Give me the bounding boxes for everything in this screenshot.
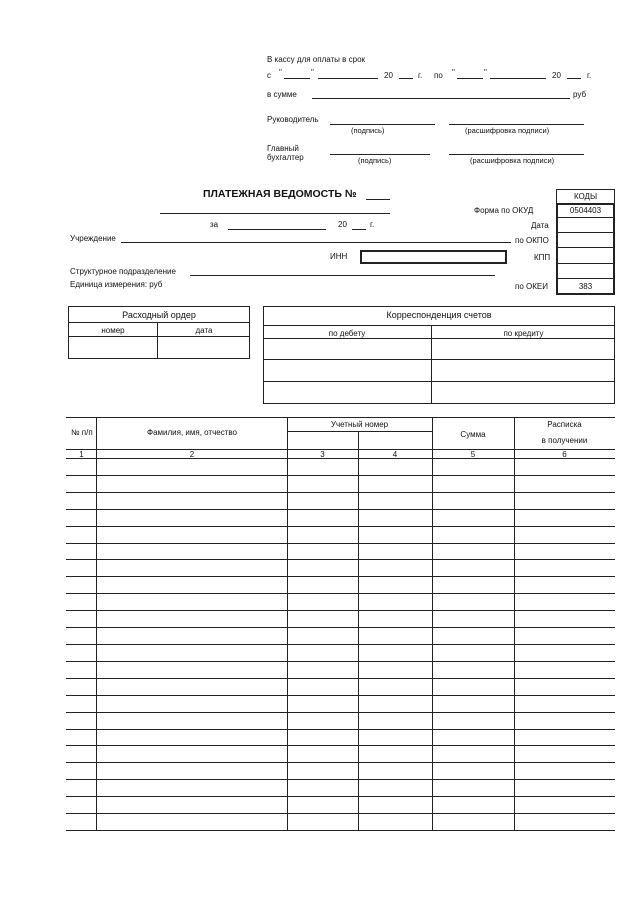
codes-sep-3 (557, 247, 614, 248)
to-day-line[interactable] (457, 78, 483, 79)
institution-label: Учреждение (70, 234, 116, 243)
table-row[interactable] (66, 695, 615, 696)
okei-value: 383 (578, 282, 593, 291)
okud-label: Форма по ОКУД (474, 206, 534, 215)
correspondence-title: Корреспонденция счетов (386, 310, 492, 320)
expense-order-title: Расходный ордер (122, 310, 196, 320)
to-year-line[interactable] (567, 78, 581, 79)
from-quote-close: " (311, 68, 314, 77)
codes-sep-2 (557, 232, 614, 233)
from-quote-open: " (279, 68, 282, 77)
period-label: за (210, 220, 219, 229)
table-row[interactable] (66, 661, 615, 662)
from-year-suffix: г. (418, 71, 423, 80)
inn-label: ИНН (330, 252, 348, 261)
institution-line[interactable] (121, 242, 511, 243)
col-num-1: 1 (79, 450, 84, 459)
correspondence-box (263, 306, 615, 404)
vline-3 (358, 431, 359, 830)
from-label: с (267, 71, 271, 80)
col-fio-header: Фамилия, имя, отчество (147, 428, 237, 437)
table-row[interactable] (66, 576, 615, 577)
from-year-prefix: 20 (384, 71, 393, 80)
from-day-line[interactable] (284, 78, 310, 79)
period-year-suffix: г. (370, 220, 375, 229)
col-num-2: 2 (189, 450, 195, 459)
table-row[interactable] (66, 745, 615, 746)
head-signature-caption: (подпись) (351, 126, 385, 135)
okpo-label: по ОКПО (515, 236, 549, 245)
period-year-prefix: 20 (338, 220, 347, 229)
chief-decoding-caption: (расшифровка подписи) (470, 156, 555, 165)
inn-field[interactable] (360, 250, 507, 264)
col-np-header: № п/п (71, 428, 93, 437)
to-year-prefix: 20 (552, 71, 561, 80)
col-uchet-header: Учетный номер (330, 420, 389, 429)
rub-label: руб (573, 90, 587, 99)
table-row[interactable] (66, 644, 615, 645)
table-row[interactable] (66, 830, 615, 831)
codes-header: КОДЫ (573, 192, 598, 201)
table-row[interactable] (66, 509, 615, 510)
table-row[interactable] (66, 779, 615, 780)
chief-label-2: бухгалтер (267, 153, 304, 162)
correspondence-sep-1 (263, 325, 615, 326)
document-number-line[interactable] (366, 199, 390, 200)
from-month-line[interactable] (318, 78, 378, 79)
document-title: ПЛАТЕЖНАЯ ВЕДОМОСТЬ № (203, 188, 357, 200)
vline-5 (514, 417, 515, 830)
main-table-header-bottom (66, 449, 615, 450)
table-row[interactable] (66, 813, 615, 814)
table-row[interactable] (66, 762, 615, 763)
to-label: по (434, 71, 443, 80)
expense-order-date-field[interactable] (158, 337, 249, 358)
expense-order-number-header: номер (101, 326, 125, 335)
col-num-6: 6 (562, 450, 567, 459)
table-row[interactable] (66, 559, 615, 560)
col-summa-header: Сумма (460, 430, 486, 439)
vline-4 (432, 417, 433, 830)
expense-order-number-field[interactable] (69, 337, 157, 358)
department-line[interactable] (190, 275, 495, 276)
kpp-label: КПП (534, 253, 551, 262)
period-line[interactable] (228, 229, 326, 230)
to-quote-close: " (484, 68, 487, 77)
okud-value: 0504403 (569, 206, 602, 215)
sum-line[interactable] (312, 98, 570, 99)
to-quote-open: " (452, 68, 455, 77)
title-underline (160, 213, 390, 214)
to-year-suffix: г. (587, 71, 592, 80)
table-row[interactable] (66, 796, 615, 797)
col-raspiska-header-1: Расписка (547, 420, 582, 429)
col-num-3: 3 (320, 450, 325, 459)
vline-1 (96, 417, 97, 830)
to-month-line[interactable] (490, 78, 546, 79)
table-row[interactable] (66, 492, 615, 493)
table-row[interactable] (66, 543, 615, 544)
table-row[interactable] (66, 627, 615, 628)
codes-sep-5 (557, 278, 614, 279)
table-row[interactable] (66, 729, 615, 730)
codes-sep-1 (557, 217, 614, 218)
credit-header: по кредиту (503, 329, 544, 338)
chief-decoding-line[interactable] (449, 154, 584, 155)
correspondence-sep-2 (263, 338, 615, 339)
debit-header: по дебету (328, 329, 366, 338)
table-row[interactable] (66, 678, 615, 679)
table-row[interactable] (66, 593, 615, 594)
okei-label: по ОКЕИ (515, 282, 548, 291)
head-decoding-caption: (расшифровка подписи) (465, 126, 550, 135)
kassa-line: В кассу для оплаты в срок (267, 55, 366, 64)
head-label: Руководитель (267, 115, 319, 124)
table-row[interactable] (66, 526, 615, 527)
expense-order-date-header: дата (195, 326, 213, 335)
main-table-top (66, 417, 615, 418)
col-num-4: 4 (392, 450, 398, 459)
col-raspiska-header-2: в получении (541, 436, 588, 445)
col-num-5: 5 (470, 450, 476, 459)
head-signature-line[interactable] (330, 124, 435, 125)
chief-signature-line[interactable] (330, 154, 430, 155)
chief-label-1: Главный (267, 144, 299, 153)
uchet-sub-sep (287, 431, 432, 432)
table-row[interactable] (66, 712, 615, 713)
sum-label: в сумме (267, 90, 297, 99)
unit-label: Единица измерения: руб (70, 280, 163, 289)
chief-signature-caption: (подпись) (358, 156, 392, 165)
table-row[interactable] (66, 475, 615, 476)
correspondence-vsep (431, 325, 432, 404)
correspondence-sep-3 (263, 359, 615, 360)
codes-sep-4 (557, 263, 614, 264)
head-decoding-line[interactable] (449, 124, 584, 125)
expense-order-sep-1 (68, 322, 250, 323)
correspondence-sep-4 (263, 381, 615, 382)
vline-2 (287, 417, 288, 830)
table-row[interactable] (66, 610, 615, 611)
codes-header-cell (556, 189, 615, 204)
from-year-line[interactable] (399, 78, 413, 79)
period-year-line[interactable] (352, 229, 366, 230)
date-label: Дата (531, 221, 549, 230)
department-label: Структурное подразделение (70, 267, 176, 276)
